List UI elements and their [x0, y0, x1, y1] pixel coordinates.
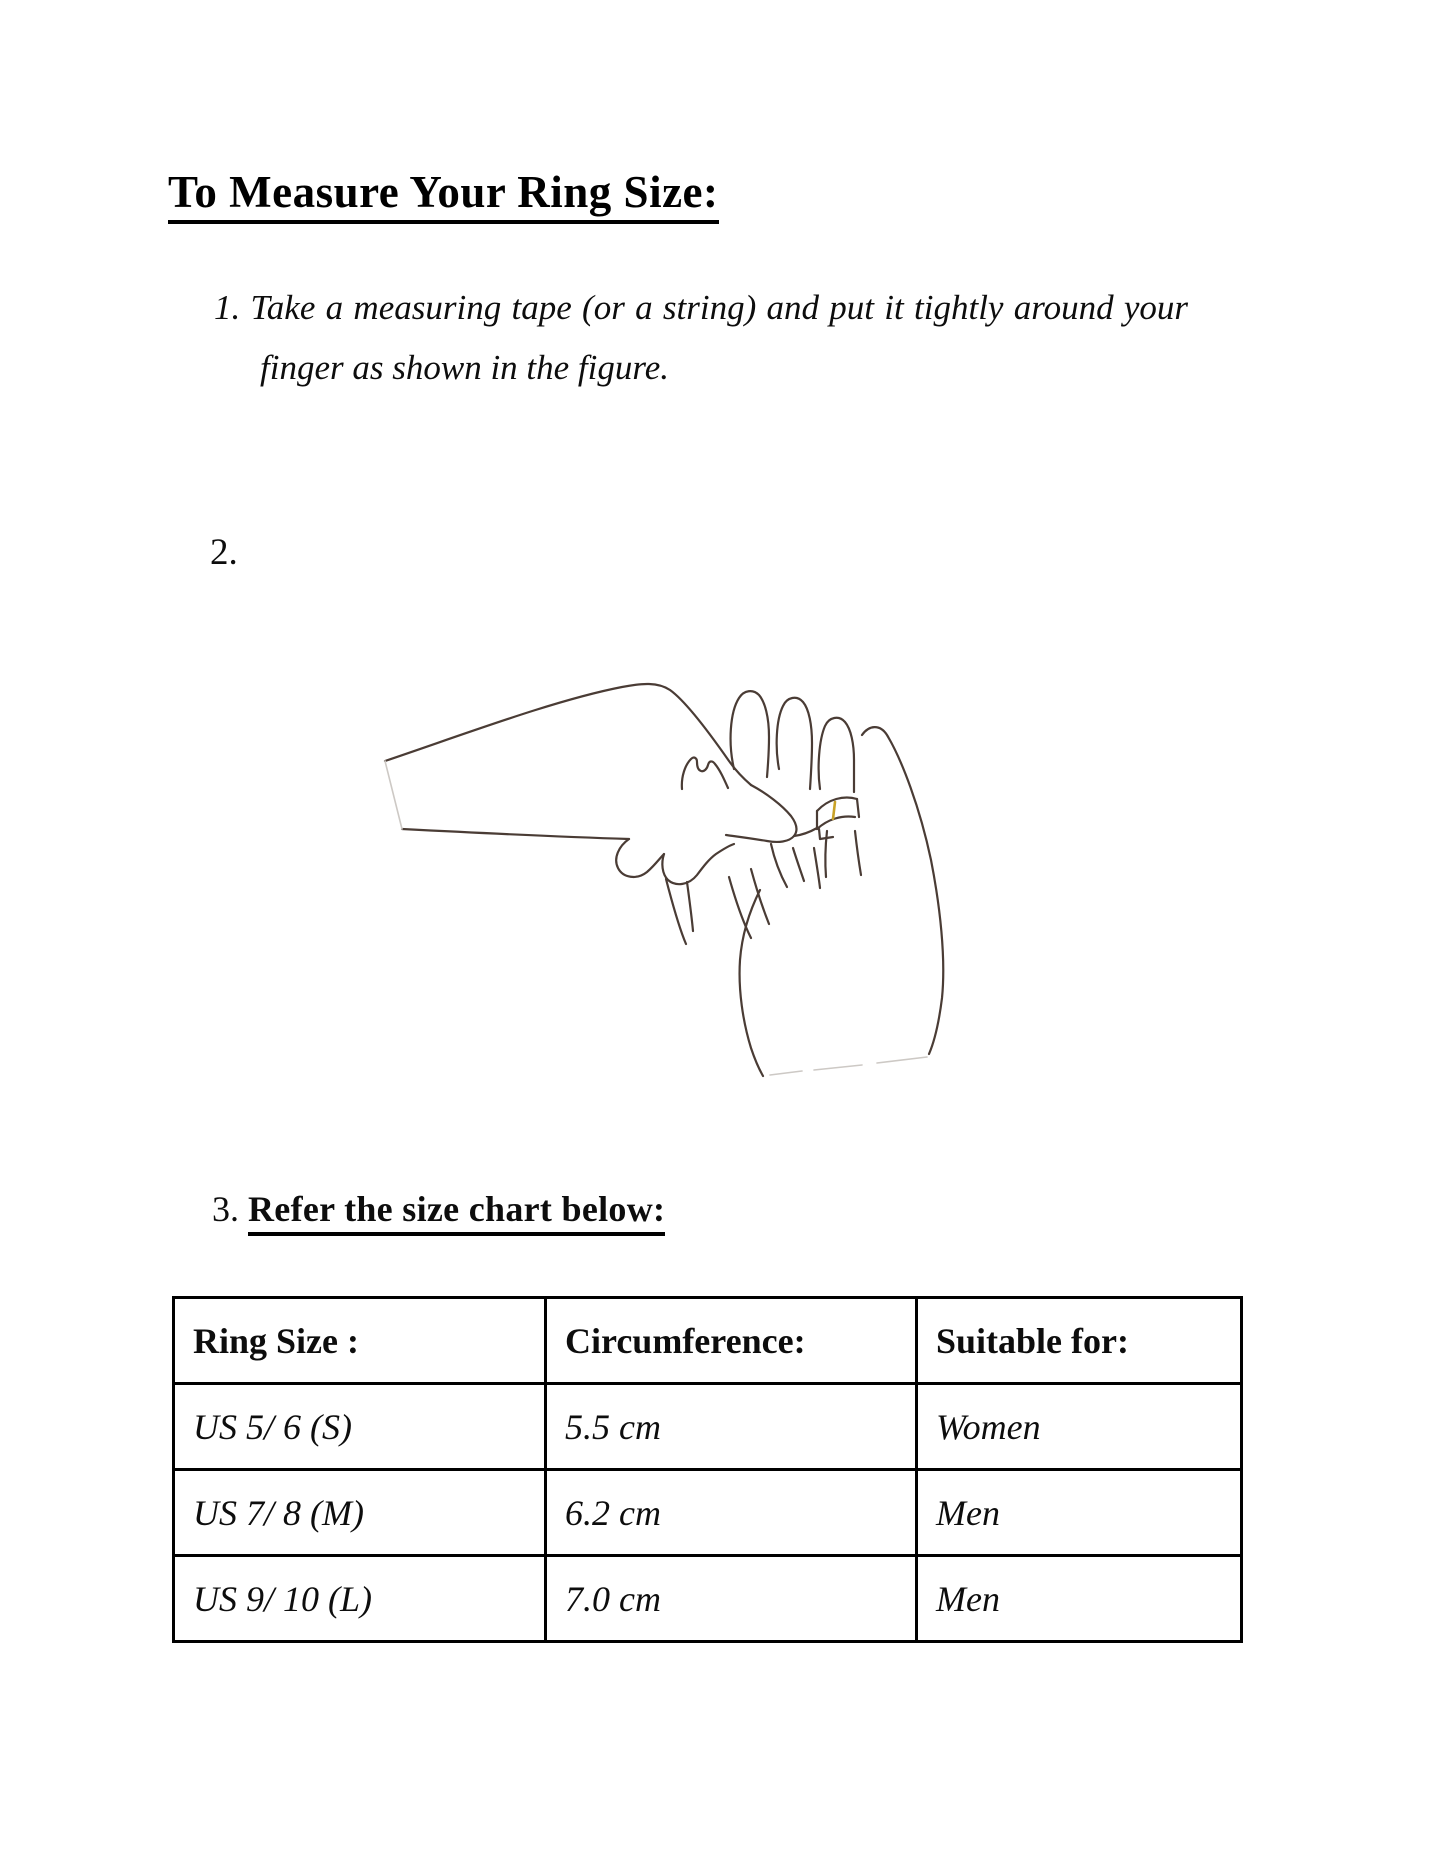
- ring-gold-accent: [833, 802, 835, 819]
- ring-band-bottom: [817, 817, 855, 830]
- table-row: [174, 1384, 1242, 1470]
- hidden-fingertip-1: [666, 879, 686, 944]
- left-arm-top-line: [385, 684, 751, 785]
- cell-circumference: 6.2 cm: [546, 1470, 917, 1556]
- left-arm-cut-line: [385, 761, 402, 829]
- index-finger-outline: [726, 785, 796, 842]
- ring-band-right: [857, 799, 859, 817]
- page-title-text: To Measure Your Ring Size:: [168, 167, 719, 224]
- right-hand-outer-edge: [862, 727, 943, 1054]
- step-2: [210, 531, 238, 575]
- step-3-number: 3.: [212, 1189, 239, 1229]
- hidden-fingertip-2: [687, 882, 693, 931]
- table-header-row: [174, 1298, 1242, 1384]
- ring-band-top: [817, 798, 857, 812]
- thumb-outline: [682, 758, 728, 789]
- header-suitable-for: Suitable for:: [917, 1298, 1242, 1384]
- right-finger-1: [731, 691, 769, 777]
- hidden-fingertip-4: [751, 869, 769, 924]
- curled-finger-2: [662, 844, 734, 884]
- step-1-number: 1.: [214, 288, 241, 327]
- page-title: [168, 168, 719, 218]
- right-finger-1-lower-b: [793, 848, 804, 881]
- cell-suitable-for: Men: [917, 1556, 1242, 1642]
- cell-suitable-for: Women: [917, 1384, 1242, 1470]
- curled-finger-1: [616, 839, 664, 877]
- cell-circumference: 5.5 cm: [546, 1384, 917, 1470]
- cell-ring-size: US 5/ 6 (S): [174, 1384, 546, 1470]
- table-row: [174, 1470, 1242, 1556]
- ring-finger-upper: [819, 718, 854, 792]
- cell-ring-size: US 9/ 10 (L): [174, 1556, 546, 1642]
- step-3: [212, 1186, 665, 1233]
- ring-finger-lower-b: [855, 831, 861, 875]
- cell-ring-size: US 7/ 8 (M): [174, 1470, 546, 1556]
- header-ring-size: Ring Size :: [174, 1298, 546, 1384]
- right-finger-2-lower: [814, 848, 820, 888]
- wrist-cut-dashes: [770, 1057, 927, 1075]
- step-2-number: 2.: [210, 532, 238, 573]
- header-circumference: Circumference:: [546, 1298, 917, 1384]
- step-3-text: Refer the size chart below:: [248, 1189, 665, 1236]
- cell-suitable-for: Men: [917, 1470, 1242, 1556]
- hands-ring-measurement-illustration: [330, 648, 990, 1098]
- left-arm-bottom-line: [402, 829, 629, 839]
- cell-circumference: 7.0 cm: [546, 1556, 917, 1642]
- right-finger-1-lower-a: [771, 844, 787, 887]
- ring-size-table: [172, 1296, 1243, 1643]
- right-finger-2: [777, 698, 812, 789]
- table-row: [174, 1556, 1242, 1642]
- step-1: [214, 278, 1188, 398]
- step-1-text: Take a measuring tape (or a string) and put it tightly around your finger as shown in the figure.: [250, 288, 1189, 387]
- hidden-fingertip-3: [729, 877, 751, 938]
